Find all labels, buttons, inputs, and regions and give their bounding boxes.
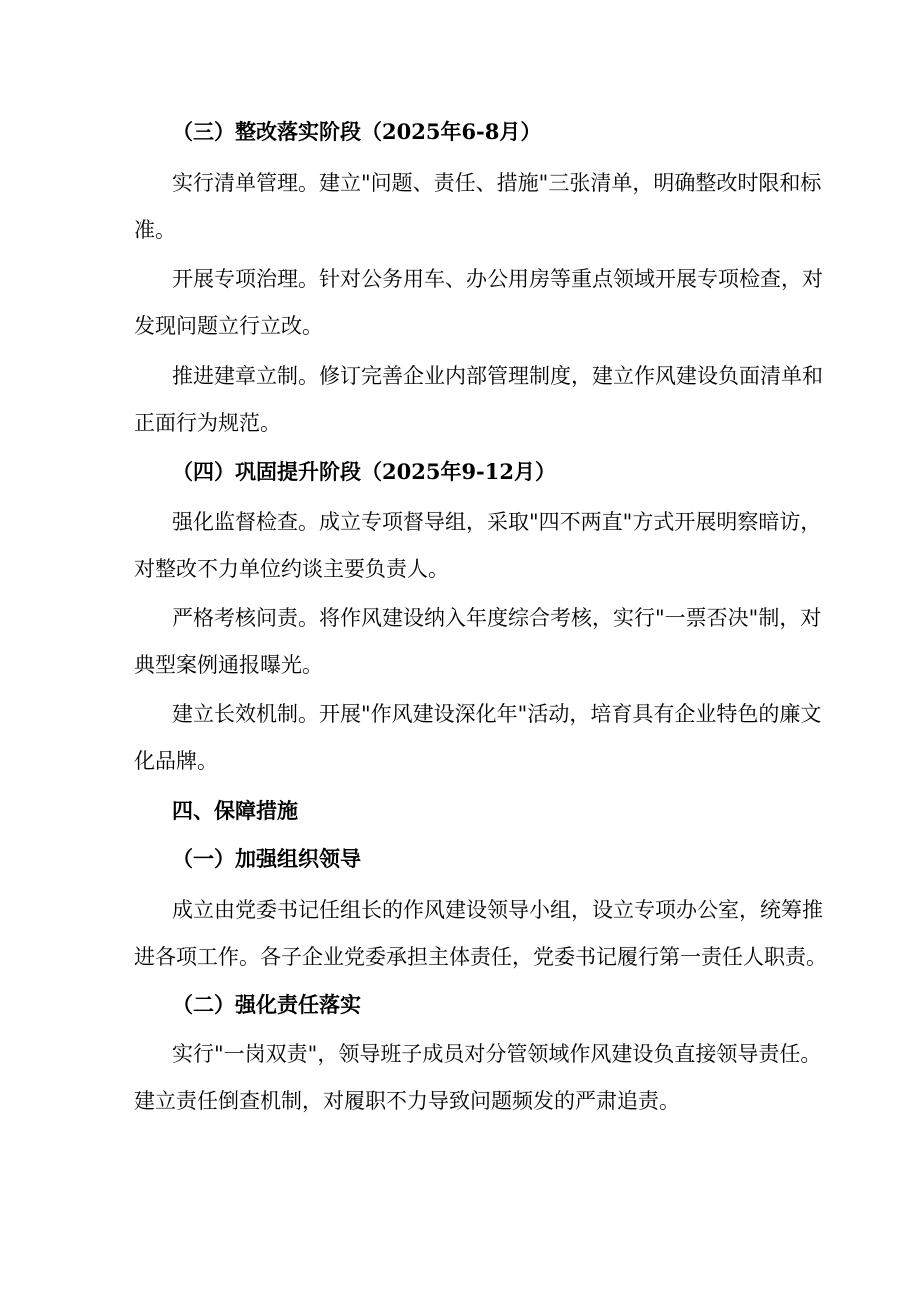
subsection-title: （二）强化责任落实 xyxy=(172,992,361,1017)
paragraph-line: 进各项工作。各子企业党委承担主体责任，党委书记履行第一责任人职责。 xyxy=(134,945,827,969)
paragraph-line: 准。 xyxy=(134,218,176,242)
paragraph-line: 实行清单管理。建立"问题、责任、措施"三张清单，明确整改时限和标 xyxy=(172,171,822,195)
paragraph-line: 正面行为规范。 xyxy=(134,411,281,435)
section-title: 四、保障措施 xyxy=(172,798,298,823)
paragraph-line: 强化监督检查。成立专项督导组，采取"四不两直"方式开展明察暗访， xyxy=(172,510,822,534)
paragraph-line: 推进建章立制。修订完善企业内部管理制度，建立作风建设负面清单和 xyxy=(172,364,823,388)
heading-stage-3: （三）整改落实阶段（2025年6-8月） xyxy=(172,119,542,144)
paragraph-line: 开展专项治理。针对公务用车、办公用房等重点领域开展专项检查，对 xyxy=(172,267,823,291)
subsection-title: （一）加强组织领导 xyxy=(172,846,361,871)
paragraph-line: 成立由党委书记任组长的作风建设领导小组，设立专项办公室，统筹推 xyxy=(172,898,823,922)
heading-stage-4: （四）巩固提升阶段（2025年9-12月） xyxy=(172,459,556,484)
paragraph-line: 发现问题立行立改。 xyxy=(134,314,323,338)
paragraph-line: 实行"一岗双责"，领导班子成员对分管领域作风建设负直接领导责任。 xyxy=(172,1042,822,1066)
paragraph-line: 化品牌。 xyxy=(134,749,218,773)
paragraph-line: 对整改不力单位约谈主要负责人。 xyxy=(134,557,449,581)
paragraph-line: 典型案例通报曝光。 xyxy=(134,653,323,677)
paragraph-line: 建立责任倒查机制，对履职不力导致问题频发的严肃追责。 xyxy=(134,1089,680,1113)
paragraph-line: 建立长效机制。开展"作风建设深化年"活动，培育具有企业特色的廉文 xyxy=(172,702,822,726)
paragraph-line: 严格考核问责。将作风建设纳入年度综合考核，实行"一票否决"制，对 xyxy=(172,606,822,630)
